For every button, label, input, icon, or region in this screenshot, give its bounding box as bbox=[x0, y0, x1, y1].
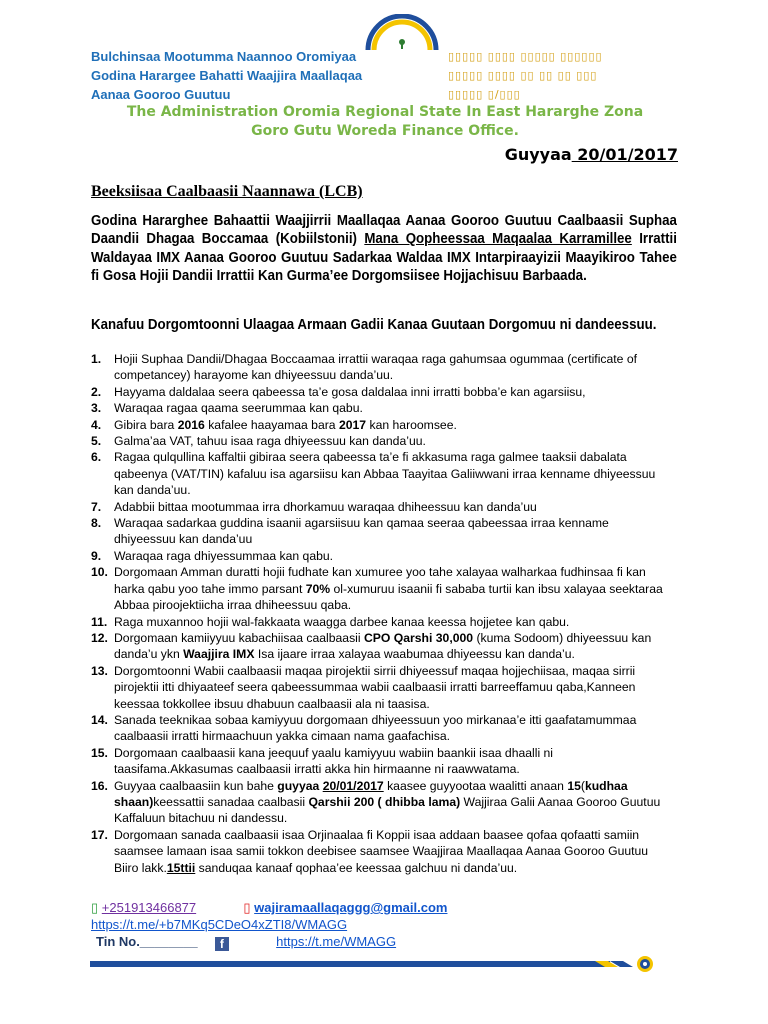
tin-line bbox=[96, 934, 396, 951]
requirement-number: 5. bbox=[91, 434, 102, 449]
requirement-text: kaasee guyyootaa waalitti anaan bbox=[383, 778, 568, 793]
header-left-line-1: Bulchinsaa Mootumma Naannoo Oromiyaa bbox=[91, 49, 357, 64]
requirement-text: Hojii Suphaa Dandii/Dhagaa Boccaamaa irrattii waraqaa raga gahumsaa ogummaa (certificate of competancey) harayome kan dhiyeessuu danda’uu. bbox=[114, 352, 637, 383]
requirement-text: Qarshii 200 ( dhibba lama) bbox=[308, 794, 461, 809]
requirement-text: Isa ijaare irraa xalayaa waabumaa dhiyeessu kan danda’u. bbox=[254, 647, 575, 662]
requirement-text: (kuma Sodoom) dhiyeessuu kan danda’u ykn bbox=[114, 630, 652, 662]
requirement-item bbox=[91, 564, 673, 613]
requirement-item bbox=[91, 384, 673, 400]
oromia-emblem-logo bbox=[364, 14, 440, 52]
intro-p1-underlined: Mana Qopheessaa Maqaalaa Karramillee bbox=[364, 231, 632, 248]
intro-p1-text-a: Godina Hararghee Bahaattii Waajjirrii Maallaqaa Aanaa Gooroo Guutuu Caalbaasii Suphaa Daandii Dhagaa Boccamaa (Kobiilstonii) bbox=[91, 213, 677, 248]
requirement-number: 10. bbox=[91, 565, 108, 580]
requirement-text: Waraqaa raga dhiyessummaa kan qabu. bbox=[114, 548, 334, 563]
footer-decorative-bar bbox=[90, 956, 660, 976]
requirement-text: Dorgomaan sanada caalbaasii isaa Orjinaalaa fi Koppii isaa addaan baasee qofaa qofaatti samiin saamsee lamaan isaa samii tokkon deebisee saamsee Waajjiraa Maallaqaa Aanaa Gooroo Guutuu Biiro lakk. bbox=[114, 827, 649, 875]
requirement-text: guyyaa bbox=[277, 778, 323, 793]
requirement-text: Waraqaa sadarkaa guddina isaanii agarsiisuu kan qamaa seeraa qabeessaa irraa kenname dhiyeessuu kan danda’uu bbox=[114, 516, 609, 547]
requirement-item bbox=[91, 417, 673, 433]
requirement-item bbox=[91, 433, 673, 449]
requirement-text: 2017 bbox=[338, 417, 367, 432]
requirement-text: 15ttii bbox=[166, 860, 196, 875]
requirement-item bbox=[91, 614, 673, 630]
requirement-text: Adabbii bittaa mootummaa irra dhorkamuu waraqaa dhiheessuu kan danda’uu bbox=[114, 499, 537, 514]
requirement-number: 4. bbox=[91, 417, 102, 432]
requirement-number: 13. bbox=[91, 663, 108, 678]
requirement-text: kudhaa shaan) bbox=[114, 778, 628, 809]
requirement-item bbox=[91, 712, 673, 745]
requirement-text: sanduqaa kanaaf qophaa’ee keessaa galchuu ni danda’uu. bbox=[195, 860, 518, 875]
requirement-number: 17. bbox=[91, 827, 108, 842]
requirement-text: kan haroomsee. bbox=[366, 417, 457, 432]
requirement-text: CPO Qarshi 30,000 bbox=[363, 630, 474, 645]
requirement-text: Galma’aa VAT, tahuu isaa raga dhiyeessuu kan danda’uu. bbox=[114, 434, 426, 449]
requirement-text: Waraqaa ragaa qaama seerummaa kan qabu. bbox=[114, 401, 363, 416]
requirement-text: ol-xumuruu isaanii fi sababa turtii kan ibsu xalayaa seektaraa Abbaa piroojektiicha irraa dhiheessuu qaba. bbox=[114, 581, 663, 613]
header-right-line-2: ▯▯▯▯▯ ▯▯▯▯ ▯▯ ▯▯ ▯▯ ▯▯▯ bbox=[448, 69, 598, 82]
requirement-number: 14. bbox=[91, 712, 108, 727]
requirement-text: Waajjira IMX bbox=[183, 647, 255, 662]
requirement-number: 2. bbox=[91, 384, 102, 399]
document-date bbox=[505, 145, 678, 164]
requirement-text: kafalee haayamaa bara bbox=[204, 417, 339, 432]
requirement-number: 7. bbox=[91, 499, 102, 514]
requirements-list bbox=[91, 351, 673, 876]
requirement-text: ( bbox=[580, 778, 585, 793]
tin-label: Tin No.________ bbox=[96, 934, 198, 949]
requirement-text: Dorgomaan kamiiyyuu kabachiisaa caalbaasii bbox=[114, 630, 364, 645]
requirement-item bbox=[91, 630, 673, 663]
requirement-item bbox=[91, 778, 673, 827]
requirement-number: 15. bbox=[91, 745, 108, 760]
intro-paragraph-1 bbox=[91, 212, 677, 285]
facebook-icon[interactable]: f bbox=[215, 937, 229, 951]
requirement-text: Dorgomaan Amman duratti hojii fudhate kan xumuree yoo tahe xalayaa walharkaa fudhinsaa fi kan harka qabu yoo tahe immo parsant bbox=[114, 565, 646, 596]
requirement-text: Raga muxannoo hojii wal-fakkaata waagga darbee kanaa keessa hojjetee kan qabu. bbox=[114, 614, 570, 629]
telegram-invite-line bbox=[91, 917, 347, 932]
requirement-text: Hayyama daldalaa seera qabeessa ta’e gosa daldalaa inni irratti bobba’e kan agarsiisu, bbox=[114, 384, 586, 399]
requirement-item bbox=[91, 663, 673, 712]
header-left-line-2: Godina Harargee Bahatti Waajjira Maallaqaa bbox=[91, 68, 363, 83]
date-value: 20/01/2017 bbox=[571, 145, 678, 164]
telegram-channel-link[interactable]: https://t.me/WMAGG bbox=[276, 934, 397, 949]
requirement-number: 6. bbox=[91, 450, 102, 465]
header-right-line-3: ▯▯▯▯▯ ▯/▯▯▯ bbox=[448, 88, 521, 101]
email-icon: ▯ bbox=[243, 900, 251, 915]
requirement-text: 15 bbox=[567, 778, 581, 793]
requirement-text: Dorgomtoonni Wabii caalbaasii maqaa pirojektii sirrii dhiyeessuf maqaa hojjechiisaa, maqaa sirrii pirojektii itti dhiyaateef seera qabeessummaa wabii caalbaasii irratti barreeffamuu qaba,Kanneen keessaa tokkollee ibsuu dhabuun caalbaasii ala ni taasisa. bbox=[114, 663, 636, 711]
requirement-item bbox=[91, 351, 673, 384]
requirement-text: Dorgomaan caalbaasii kana jeequuf yaalu kamiyyuu wabiin baankii isaa dhaalli ni taasifama.Akkasumas caalbaasii irratti akka hin hirmaanne ni raawwatama. bbox=[114, 745, 554, 777]
requirement-item bbox=[91, 548, 673, 564]
requirement-text: Gibira bara bbox=[114, 417, 178, 432]
requirement-number: 12. bbox=[91, 630, 108, 645]
requirement-text: Ragaa qulqullina kaffaltii gibiraa seera qabeessa ta’e fi akkasuma raga galmee taaksii dabalata qabeenya (VAT/TIN) kafaluu isa agarsiisu kan Abbaa Taayitaa Galiiwwani irraa kenname dhiyeessuu kan danda’uu. bbox=[114, 450, 656, 498]
intro-paragraph-2: Kanafuu Dorgomtoonni Ulaagaa Armaan Gadii Kanaa Guutaan Dorgomuu ni dandeessuu. bbox=[91, 317, 657, 333]
requirement-number: 11. bbox=[91, 614, 108, 629]
requirement-text: Wajjiraa Galii Aanaa Gooroo Guutuu Kaffaluun bitachuu ni dandessu. bbox=[114, 794, 661, 826]
header-right-line-1: ▯▯▯▯▯ ▯▯▯▯ ▯▯▯▯▯ ▯▯▯▯▯▯ bbox=[448, 50, 603, 63]
phone-icon: ▯ bbox=[91, 900, 99, 915]
english-title-line-1: The Administration Oromia Regional State In East Hararghe Zona bbox=[126, 104, 644, 120]
subject-heading: Beeksiisaa Caalbaasii Naannawa (LCB) bbox=[91, 183, 363, 200]
english-title-line-2: Goro Gutu Woreda Finance Office. bbox=[251, 123, 519, 139]
requirement-item bbox=[91, 400, 673, 416]
requirement-number: 16. bbox=[91, 778, 108, 793]
requirement-text: 70% bbox=[305, 581, 331, 596]
requirement-text: 2016 bbox=[177, 417, 205, 432]
phone-link[interactable]: +251913466877 bbox=[101, 900, 197, 915]
requirement-item bbox=[91, 827, 673, 876]
requirement-text: Guyyaa caalbaasiin kun bahe bbox=[114, 778, 278, 793]
footer-contact-line bbox=[91, 900, 447, 916]
requirement-text: 20/01/2017 bbox=[322, 778, 384, 793]
footer-emblem-logo bbox=[637, 956, 653, 972]
requirement-item bbox=[91, 745, 673, 778]
requirement-item bbox=[91, 499, 673, 515]
intro-p1-text-b: Irrattii Waldayaa IMX Aanaa Gooroo Guutuu Sadarkaa Waldaa IMX Intarpiraayizii Maayikiroo Tahee fi Gosa Hojii Dandii Irrattii Kan Gurma’ee Dorgomsiisee Hojjachisuu Barbaada. bbox=[91, 231, 677, 284]
requirement-number: 9. bbox=[91, 548, 102, 563]
date-label: Guyyaa bbox=[504, 145, 572, 164]
requirement-item bbox=[91, 449, 673, 498]
requirement-text: Sanada teeknikaa sobaa kamiyyuu dorgomaan dhiyeessuun yoo mirkanaa’e itti gaafatamummaa caalbaasii irratti hirmaachuun yakka cimaan nama gaafachisa. bbox=[114, 712, 637, 744]
email-link[interactable]: wajiramaallaqaggg@gmail.com bbox=[254, 900, 448, 915]
header-left-line-3: Aanaa Gooroo Guutuu bbox=[91, 87, 231, 102]
requirement-text: keessattii sanadaa caalbasii bbox=[153, 794, 309, 809]
requirement-number: 8. bbox=[91, 516, 102, 531]
requirement-number: 1. bbox=[91, 352, 102, 366]
requirement-number: 3. bbox=[91, 401, 102, 416]
telegram-invite-link[interactable]: https://t.me/+b7MKq5CDeO4xZTI8/WMAGG bbox=[91, 917, 348, 932]
requirement-item bbox=[91, 515, 673, 548]
